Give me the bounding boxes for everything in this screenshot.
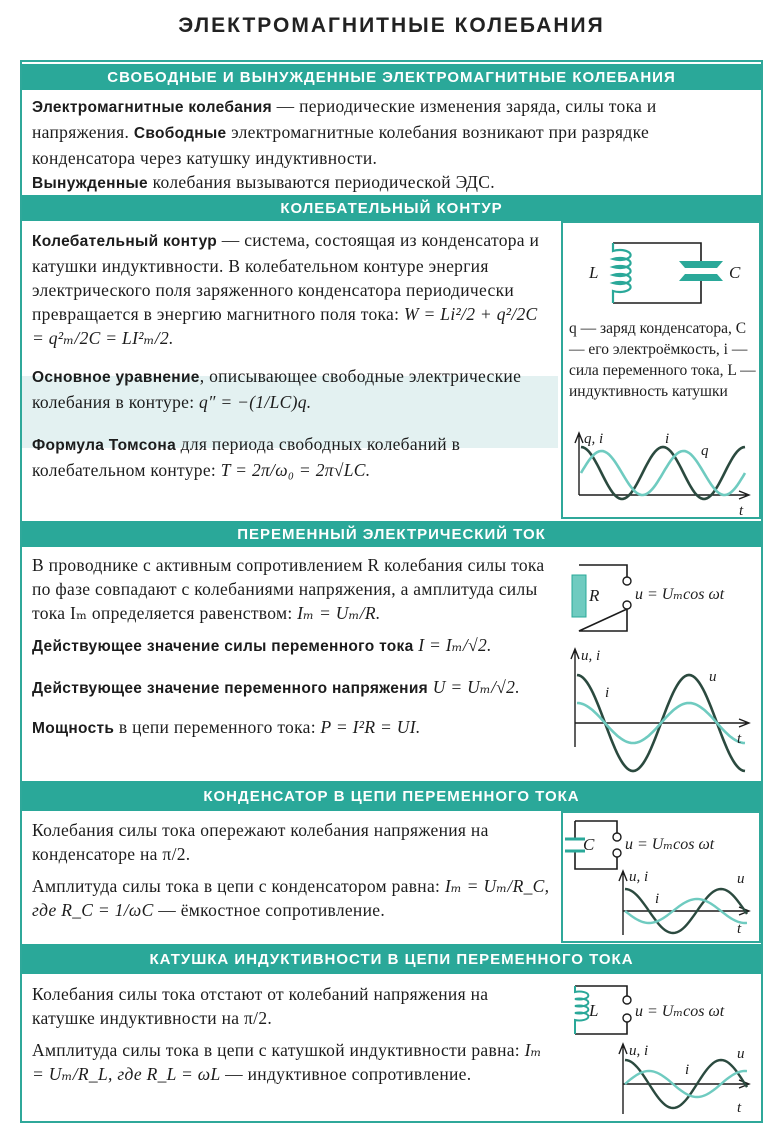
- svg-text:u, i: u, i: [581, 648, 601, 664]
- coil-icon: [575, 986, 588, 1034]
- formula-main: q″ = −(1/LC)q.: [199, 392, 312, 412]
- formula-u: U = Uₘ/√2.: [432, 677, 520, 697]
- svg-text:i: i: [665, 431, 670, 447]
- svg-text:t: t: [737, 731, 742, 747]
- formula-p: P = I²R = UI.: [320, 717, 421, 737]
- svg-text:u, i: u, i: [629, 1043, 649, 1059]
- ac-text: [32, 553, 556, 741]
- formula-im: Iₘ = Uₘ/R.: [297, 603, 381, 623]
- section-header-inductor: КАТУШКА ИНДУКТИВНОСТИ В ЦЕПИ ПЕРЕМЕННОГО ТОКА: [22, 944, 761, 974]
- text: электромагнитные колебания возникают при разрядке конденсатора через катушку индуктивности.: [32, 122, 650, 168]
- text: — ёмкостное сопротивление.: [153, 900, 386, 920]
- circuit-text: [32, 228, 554, 482]
- section-header-capacitor: КОНДЕНСАТОР В ЦЕПИ ПЕРЕМЕННОГО ТОКА: [22, 781, 761, 811]
- section-header-circuit: КОЛЕБАТЕЛЬНЫЙ КОНТУР: [22, 195, 761, 221]
- text: Колебания силы тока отстают от колебаний напряжения на катушке индуктивности на π/2.: [32, 984, 489, 1028]
- inductor-text: [32, 982, 556, 1086]
- formula-thomson: T = 2π/ω₀ = 2π√LC.: [220, 460, 371, 480]
- page-title: ЭЛЕКТРОМАГНИТНЫЕ КОЛЕБАНИЯ: [178, 14, 605, 37]
- formula: Iₘ = Uₘ/R_C, где R_C = 1/ωC: [32, 876, 550, 920]
- svg-text:t: t: [737, 1100, 742, 1116]
- term: Электромагнитные колебания: [32, 99, 272, 116]
- text: В проводнике с активным сопротивлением R колебания силы тока по фазе совпадают с колебаниями напряжения, а амплитуда силы тока Iₘ определяется равенством:: [32, 555, 545, 623]
- term: Колебательный контур: [32, 233, 218, 250]
- resistor-circuit-diagram: [561, 547, 761, 777]
- svg-text:q, i: q, i: [584, 431, 604, 447]
- text: Колебания силы тока опережают колебания напряжения на конденсаторе на π/2.: [32, 820, 489, 864]
- term: Вынужденные: [32, 175, 148, 192]
- text: Амплитуда силы тока в цепи с конденсатором равна:: [32, 876, 445, 896]
- text: в цепи переменного тока:: [114, 717, 321, 737]
- text: — индуктивное сопротивление.: [220, 1064, 472, 1084]
- term: Действующее значение переменного напряжения: [32, 680, 429, 697]
- capacitor-icon: [565, 839, 585, 851]
- term: Мощность: [32, 720, 115, 737]
- text: колебания вызываются периодической ЭДС.: [147, 172, 495, 192]
- resistor-icon: [572, 575, 586, 617]
- section-header-ac: ПЕРЕМЕННЫЙ ЭЛЕКТРИЧЕСКИЙ ТОК: [22, 521, 761, 547]
- svg-text:C: C: [583, 835, 595, 854]
- term: Действующее значение силы переменного тока: [32, 638, 414, 655]
- label-C: C: [729, 263, 741, 282]
- svg-text:u = Uₘcos ωt: u = Uₘcos ωt: [625, 836, 715, 853]
- svg-text:i: i: [655, 891, 660, 907]
- lc-graph: [561, 221, 761, 521]
- svg-text:L: L: [589, 1001, 599, 1020]
- formula-energy: W = Li²/2 + q²/2C = q²ₘ/2C = LI²ₘ/2.: [32, 304, 538, 348]
- svg-text:t: t: [739, 503, 744, 519]
- svg-text:i: i: [685, 1062, 690, 1078]
- term: Свободные: [133, 125, 227, 142]
- capacitor-text: [32, 818, 556, 922]
- free-oscillations-text: [32, 94, 756, 196]
- wave-i: [581, 451, 745, 495]
- text: — система, состоящая из конденсатора и катушки индуктивности. В колебательном контуре энергия электрического поля заряженного конденсатора периодически превращается в энергию магнитного поля тока:: [32, 230, 540, 324]
- capacitor-circuit-diagram: [561, 811, 761, 943]
- svg-text:u = Uₘcos ωt: u = Uₘcos ωt: [635, 586, 725, 603]
- formula-i: I = Iₘ/√2.: [418, 635, 492, 655]
- term: Основное уравнение: [32, 369, 200, 386]
- inductor-circuit-diagram: [561, 974, 761, 1122]
- svg-text:i: i: [605, 685, 610, 701]
- text: , описывающее свободные электрические колебания в контуре:: [32, 366, 522, 412]
- svg-text:u = Uₘcos ωt: u = Uₘcos ωt: [635, 1003, 725, 1020]
- text: Амплитуда силы тока в цепи с катушкой индуктивности равна:: [32, 1040, 525, 1060]
- section-header-free: СВОБОДНЫЕ И ВЫНУЖДЕННЫЕ ЭЛЕКТРОМАГНИТНЫЕ КОЛЕБАНИЯ: [22, 64, 761, 90]
- text: — периодические изменения заряда, силы тока и напряжения.: [32, 96, 657, 142]
- term: Формула Томсона: [32, 437, 176, 454]
- svg-text:t: t: [737, 921, 742, 937]
- svg-text:R: R: [589, 586, 600, 605]
- svg-text:u: u: [737, 871, 745, 887]
- svg-text:q: q: [701, 443, 709, 459]
- text: для периода свободных колебаний в колебательном контуре:: [32, 434, 461, 480]
- circuit-caption: q — заряд конденсатора, C — его электроёмкость, i — сила переменного тока, L — индуктивность катушки: [569, 320, 756, 400]
- formula: Iₘ = Uₘ/R_L, где R_L = ωL: [32, 1040, 542, 1084]
- svg-text:u, i: u, i: [629, 869, 649, 885]
- svg-text:u: u: [737, 1046, 745, 1062]
- svg-text:u: u: [709, 669, 717, 685]
- label-L: L: [589, 263, 599, 282]
